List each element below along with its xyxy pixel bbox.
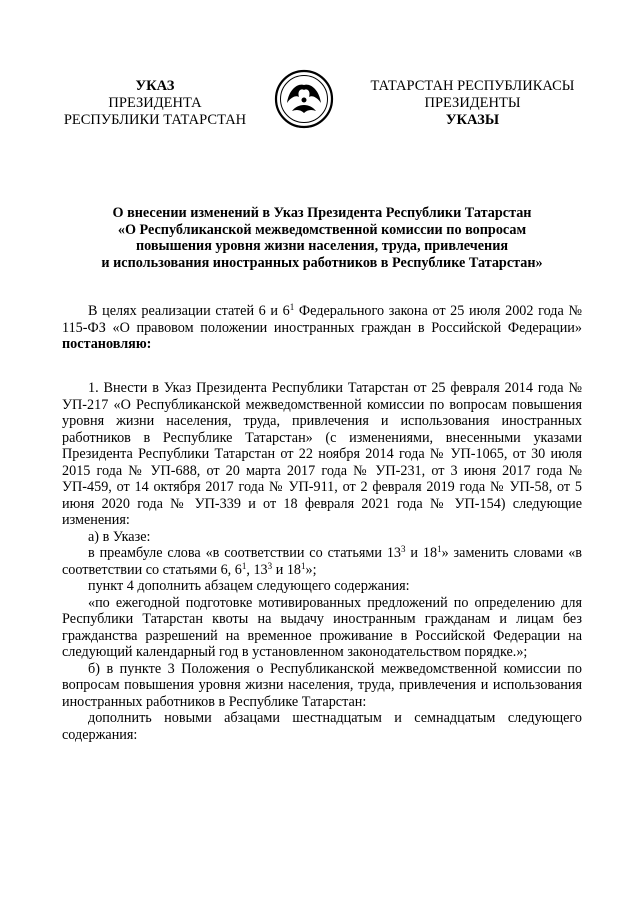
header-right-line3: УКАЗЫ (445, 112, 500, 128)
main-body (62, 380, 582, 743)
header-left (50, 78, 260, 129)
item-1: 1. Внести в Указ Президента Республики Татарстан от 25 февраля 2014 года № УП-217 «О Республиканской межведомственной комиссии по вопросам повышения уровня жизни населения, труда, привлечения и использования иностранных работников в Республике Татарстан» (с изменениями, внесенными указами Президента Республики Татарстан от 22 ноября 2014 года № УП-1065, от 30 июля 2015 года № УП-688, от 20 марта 2017 года № УП-231, от 3 июня 2017 года № УП-459, от 14 октября 2017 года № УП-911, от 2 февраля 2019 года № УП-58, от 5 июня 2020 года № УП-339 и от 18 февраля 2021 года № УП-154) следующие изменения: (62, 380, 582, 528)
intro-text-a: В целях реализации статей 6 и 6 (88, 303, 290, 319)
pre-p4: , 13 (246, 561, 268, 578)
title-line2: «О Республиканской межведомственной комиссии по вопросам (117, 221, 527, 238)
preamble-paragraph (62, 303, 582, 353)
pre-p3: » заменить словами «в соответствии со статьями 6, 6 (62, 545, 582, 578)
last-paragraph: дополнить новыми абзацами шестнадцатым и семнадцатым следующего содержания: (62, 710, 582, 743)
header-left-line3: РЕСПУБЛИКИ ТАТАРСТАН (63, 112, 247, 128)
pre-s2: 1 (437, 544, 442, 554)
intro-sup: 1 (289, 302, 295, 312)
pre-p1: в преамбуле слова «в соответствии со статьями 13 (88, 545, 402, 561)
intro-text-b: Федерального закона от 25 июля 2002 года № 115-ФЗ «О правовом положении иностранных граждан в Российской Федерации» (62, 303, 582, 336)
title-line1: О внесении изменений в Указ Президента Республики Татарстан (112, 205, 532, 221)
pre-s4: 3 (267, 560, 273, 571)
coat-of-arms-icon (274, 69, 334, 129)
decree-word: постановляю: (62, 336, 152, 352)
preamble-change (62, 545, 582, 578)
pre-p2: и 18 (405, 545, 438, 561)
item-b: б) в пункте 3 Положения о Республиканской межведомственной комиссии по вопросам повышения уровня жизни населения, труда, привлечения и использования иностранных работников в Республике Татарстан: (62, 660, 582, 710)
pre-s3: 1 (241, 560, 247, 571)
header-right-line2: ПРЕЗИДЕНТЫ (424, 95, 521, 111)
header-right-line1: ТАТАРСТАН РЕСПУБЛИКАСЫ (370, 78, 575, 94)
pre-s5: 1 (301, 560, 306, 571)
document-title (62, 205, 582, 271)
header-left-line2: ПРЕЗИДЕНТА (108, 95, 202, 111)
pre-p6: »; (305, 561, 317, 578)
title-line3: повышения уровня жизни населения, труда, привлечения (135, 238, 509, 254)
point-4: пункт 4 дополнить абзацем следующего содержания: (88, 578, 410, 594)
item-a: а) в Указе: (88, 528, 151, 545)
header-right (355, 78, 590, 129)
header-left-line1: УКАЗ (135, 78, 175, 94)
pre-p5: и 18 (272, 561, 302, 578)
pre-s1: 3 (401, 544, 406, 554)
quote-paragraph: «по ежегодной подготовке мотивированных предложений по определению для Республики Татарстан квоты на выдачу иностранным гражданам и лицам без гражданства разрешений на временное проживание в Российской Федерации на следующий календарный год в установленном законодательством порядке.»; (62, 594, 582, 660)
title-line4: и использования иностранных работников в Республике Татарстан» (101, 254, 543, 271)
